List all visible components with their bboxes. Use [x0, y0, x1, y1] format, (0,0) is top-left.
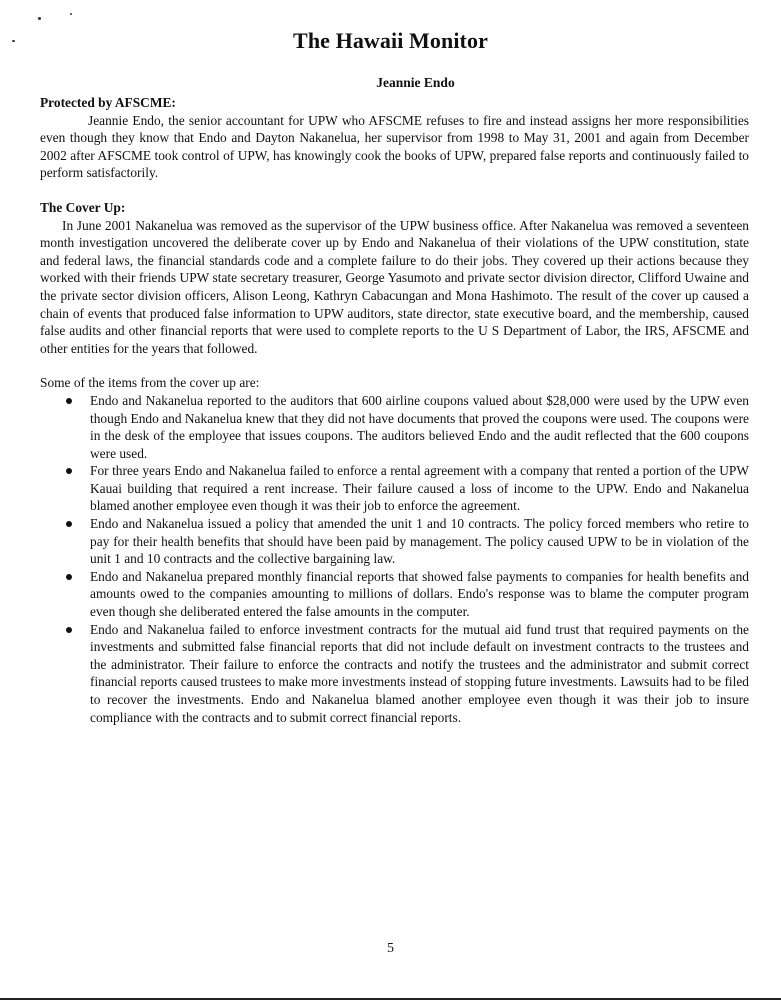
list-item [40, 462, 749, 515]
author-name: Jeannie Endo [376, 75, 455, 90]
section-protected [40, 94, 749, 182]
bullet-icon [66, 521, 72, 527]
scan-edge-line [0, 998, 781, 1000]
bullet-icon [66, 398, 72, 404]
scan-speck [70, 13, 72, 15]
bullet-icon [66, 627, 72, 633]
scan-speck [38, 17, 41, 20]
section-heading: Protected by AFSCME: [40, 95, 176, 110]
document-title: The Hawaii Monitor [293, 28, 488, 53]
list-item-text: Endo and Nakanelua issued a policy that amended the unit 1 and 10 contracts. The policy forced members who retire to pay for their health benefits that should have been paid by management. The policy caused UPW to be in violation of the unit 1 and 10 contracts and the collective bargaining law. [90, 516, 749, 567]
list-item-text: Endo and Nakanelua failed to enforce investment contracts for the mutual aid fund trust that required payments on the investments and submitted false financial reports that did not include default on investment contracts to the trustees and the administrator. Their failure to enforce the contracts and notify the trustees and the administrator and submit correct financial reports caused trustees to make more investments instead of stopping future investments. Lawsuits had to be filed to recover the investments. Endo and Nakanelua blamed another employee even though it was their job to insure compliance with the contracts and to submit correct financial reports. [90, 621, 749, 725]
list-item [40, 568, 749, 621]
bullet-icon [66, 574, 72, 580]
list-intro: Some of the items from the cover up are: [40, 375, 260, 391]
list-item-text: Endo and Nakanelua prepared monthly financial reports that showed false payments to companies for health benefits and amounts owed to the companies amounting to millions of dollars. Endo's response was to blame the computer program even though she deliberated entered the false amounts in the computer. [90, 568, 749, 620]
cover-up-list [40, 392, 749, 726]
section-cover-up [40, 199, 749, 357]
section-paragraph: Jeannie Endo, the senior accountant for UPW who AFSCME refuses to fire and instead assigns her more responsibilities even though they know that Endo and Dayton Nakanelua, her supervisor from 1998 to May 31, 2001 and again from December 2002 after AFSCME took control of UPW, has knowingly cook the books of UPW, prepared false reports and continuously failed to perform satisfactorily. [40, 112, 749, 181]
section-heading: The Cover Up: [40, 199, 126, 215]
list-item [40, 392, 749, 462]
document-body [40, 94, 749, 726]
page-number: 5 [387, 941, 394, 956]
section-paragraph: In June 2001 Nakanelua was removed as the supervisor of the UPW business office. After Nakanelua was removed a seventeen month investigation uncovered the deliberate cover up by Endo and Nakanelua of their violations of the UPW constitution, state and federal laws, the financial standards code and a complete failure to do their jobs. They covered up their actions because they worked with their friends UPW state secretary treasurer, George Yasumoto and private sector division director, Clifford Uwaine and the private sector division officers, Alison Leong, Kathryn Cabacungan and Mona Hashimoto. The result of the cover up caused a chain of events that produced false information to UPW auditors, state director, state executive board, and the membership, caused false audits and other financial reports that were used to complete reports to the U S Department of Labor, the IRS, AFSCME and other entities for the years that followed. [40, 217, 749, 356]
list-item [40, 515, 749, 568]
list-item [40, 621, 749, 727]
list-item-text: For three years Endo and Nakanelua failed to enforce a rental agreement with a company that rented a portion of the UPW Kauai building that required a rent increase. Their failure caused a loss of income to the UPW. Endo and Nakanelua blamed another employee even though it was their job to enforce the agreement. [90, 463, 749, 514]
list-item-text: Endo and Nakanelua reported to the auditors that 600 airline coupons valued about $28,000 were used by the UPW even though Endo and Nakanelua knew that they did not have documents that proved the coupons were used. The coupons were in the desk of the employee that issues coupons. The auditors believed Endo and the audit reflected that the 600 coupons were used. [90, 392, 749, 461]
bullet-icon [66, 468, 72, 474]
